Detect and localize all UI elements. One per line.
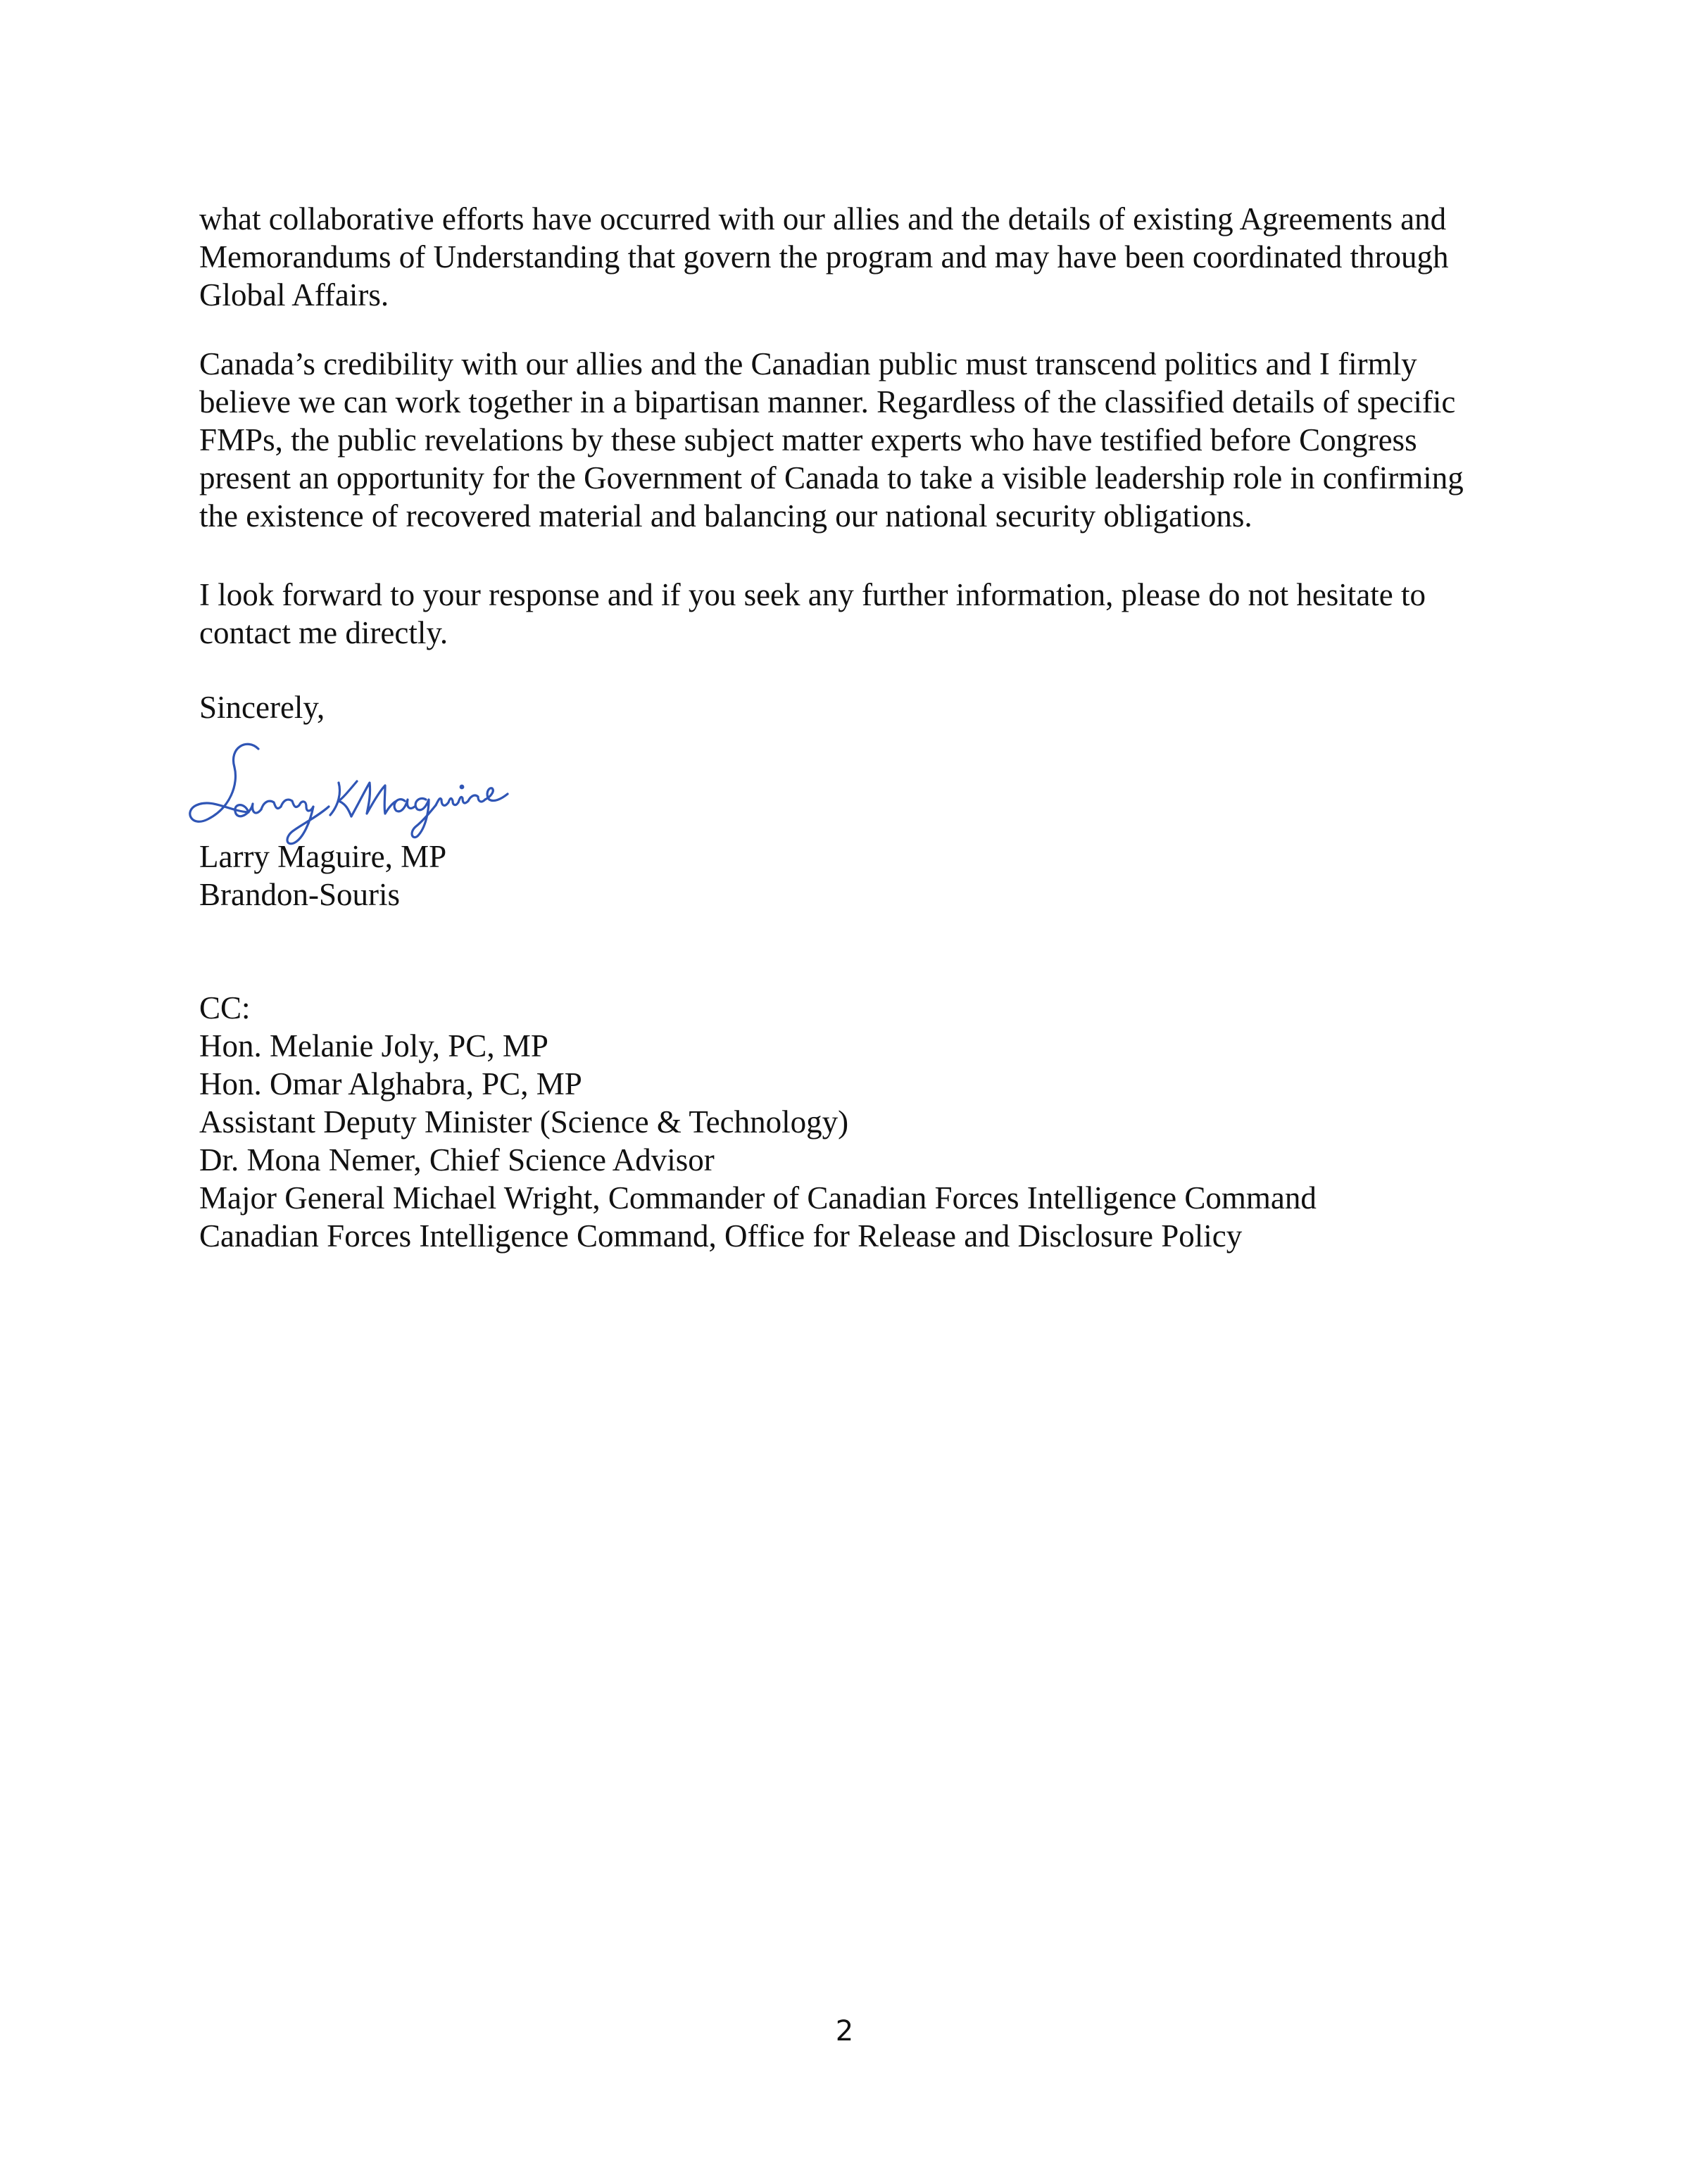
paragraph-line: contact me directly. [199,615,448,650]
paragraph-line: what collaborative efforts have occurred with our allies and the details of existing Agreements and [199,201,1447,236]
paragraph-line: Canada’s credibility with our allies and the Canadian public must transcend politics and I firmly [199,346,1417,381]
paragraph-line: Global Affairs. [199,277,389,313]
paragraph-line: believe we can work together in a bipartisan manner. Regardless of the classified details of specific [199,384,1456,419]
body-paragraph-1 [199,200,1505,314]
paragraph-line: Memorandums of Understanding that govern the program and may have been coordinated through [199,239,1449,274]
cc-recipient: Assistant Deputy Minister (Science & Technology) [199,1104,849,1140]
handwritten-signature [180,733,517,853]
cc-recipient: Dr. Mona Nemer, Chief Science Advisor [199,1142,715,1178]
cc-list [199,989,1505,1255]
cc-recipient: Canadian Forces Intelligence Command, Office for Release and Disclosure Policy [199,1218,1243,1254]
closing-text: Sincerely, [199,690,325,725]
body-paragraph-2 [199,345,1505,535]
signature-drawing [180,733,517,853]
body-paragraph-3 [199,576,1505,652]
paragraph-line: FMPs, the public revelations by these subject matter experts who have testified before Congress [199,422,1417,457]
signer-riding: Brandon-Souris [199,877,400,912]
cc-recipient: Hon. Melanie Joly, PC, MP [199,1028,548,1063]
cc-recipient: Major General Michael Wright, Commander of Canadian Forces Intelligence Command [199,1180,1317,1216]
cc-recipient: Hon. Omar Alghabra, PC, MP [199,1066,582,1102]
signer-name: Larry Maguire, MP [199,839,447,874]
paragraph-line: the existence of recovered material and balancing our national security obligations. [199,498,1252,534]
paragraph-line: I look forward to your response and if you seek any further information, please do not hesitate to [199,577,1426,612]
signer-block [199,838,1505,914]
paragraph-line: present an opportunity for the Government of Canada to take a visible leadership role in confirming [199,460,1464,495]
page-number: 2 [835,2015,854,2047]
closing-salutation [199,688,1505,726]
cc-label: CC: [199,990,251,1025]
